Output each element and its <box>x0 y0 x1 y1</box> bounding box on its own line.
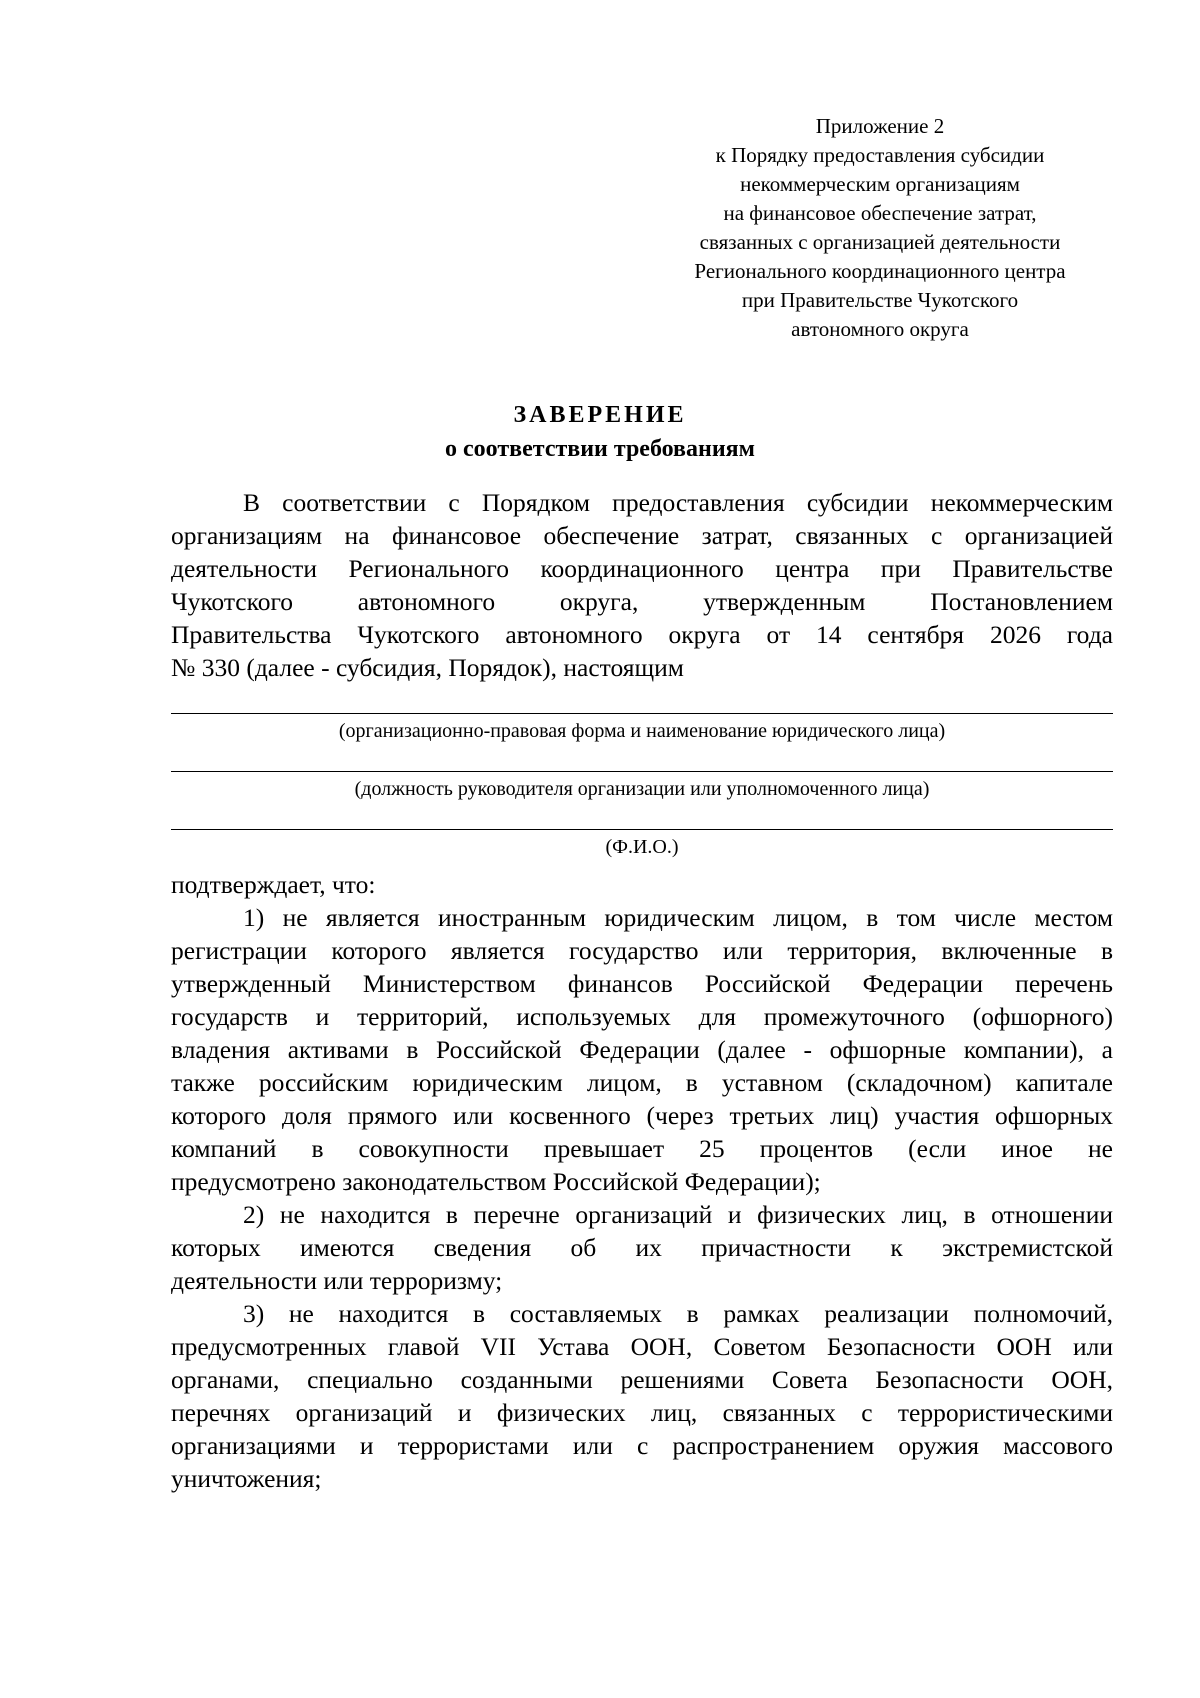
paragraph-line: которого доля прямого или косвенного (через третьих лиц) участия офшорных <box>171 1101 1113 1130</box>
document-title: ЗАВЕРЕНИЕ <box>513 402 687 428</box>
paragraph-line: В соответствии с Порядком предоставления субсидии некоммерческим <box>243 488 1113 517</box>
paragraph-line: компаний в совокупности превышает 25 процентов (если иное не <box>171 1134 1113 1163</box>
paragraph-line: 1) не является иностранным юридическим лицом, в том числе местом <box>243 903 1113 932</box>
appendix-line: некоммерческим организациям <box>740 172 1020 196</box>
paragraph-line: регистрации которого является государство или территория, включенные в <box>171 936 1113 965</box>
paragraph-line: 3) не находится в составляемых в рамках реализации полномочий, <box>243 1299 1113 1328</box>
paragraph-line: № 330 (далее - субсидия, Порядок), настоящим <box>171 653 684 682</box>
paragraph-line: деятельности Регионального координационного центра при Правительстве <box>171 554 1113 583</box>
field-caption: (Ф.И.О.) <box>605 836 679 858</box>
head-position-field <box>171 771 1113 802</box>
appendix-line: на финансовое обеспечение затрат, <box>723 201 1037 225</box>
item-3 <box>171 1297 1113 1495</box>
appendix-line: связанных с организацией деятельности <box>699 230 1061 254</box>
appendix-line: автономного округа <box>791 317 969 341</box>
full-name-field <box>171 829 1113 860</box>
appendix-line: при Правительстве Чукотского <box>741 288 1019 312</box>
paragraph-line: также российским юридическим лицом, в уставном (складочном) капитале <box>171 1068 1113 1097</box>
paragraph-line: предусмотренных главой VII Устава ООН, Советом Безопасности ООН или <box>171 1332 1113 1361</box>
paragraph-line: перечнях организаций и физических лиц, связанных с террористическими <box>171 1398 1113 1427</box>
paragraph-line: организациям на финансовое обеспечение затрат, связанных с организацией <box>171 521 1113 550</box>
intro-paragraph <box>171 486 1113 684</box>
item-1 <box>171 901 1113 1198</box>
fill-in-line <box>171 829 1113 830</box>
paragraph-line: владения активами в Российской Федерации (далее - офшорные компании), а <box>171 1035 1113 1064</box>
paragraph-line: государств и территорий, используемых для промежуточного (офшорного) <box>171 1002 1113 1031</box>
appendix-header <box>640 112 1120 344</box>
paragraph-line: организациями и террористами или с распространением оружия массового <box>171 1431 1113 1460</box>
document-subtitle: о соответствии требованиям <box>445 436 755 462</box>
paragraph-line: утвержденный Министерством финансов Российской Федерации перечень <box>171 969 1113 998</box>
paragraph-line: органами, специально созданными решениями Совета Безопасности ООН, <box>171 1365 1113 1394</box>
paragraph-line: уничтожения; <box>171 1464 322 1493</box>
fill-in-line <box>171 713 1113 714</box>
paragraph-line: деятельности или терроризму; <box>171 1266 503 1295</box>
confirm-text: подтверждает, что: <box>171 870 376 899</box>
paragraph-line: предусмотрено законодательством Российской Федерации); <box>171 1167 821 1196</box>
appendix-line: Регионального координационного центра <box>694 259 1066 283</box>
paragraph-line: которых имеются сведения об их причастности к экстремистской <box>171 1233 1113 1262</box>
paragraph-line: 2) не находится в перечне организаций и физических лиц, в отношении <box>243 1200 1113 1229</box>
confirmation-paragraph <box>171 868 1113 901</box>
paragraph-line: Правительства Чукотского автономного округа от 14 сентября 2026 года <box>171 620 1113 649</box>
paragraph-line: Чукотского автономного округа, утвержденным Постановлением <box>171 587 1113 616</box>
fill-in-line <box>171 771 1113 772</box>
appendix-line: к Порядку предоставления субсидии <box>715 143 1045 167</box>
field-caption: (организационно-правовая форма и наименование юридического лица) <box>338 720 946 742</box>
organization-name-field <box>171 713 1113 744</box>
field-caption: (должность руководителя организации или уполномоченного лица) <box>354 778 930 800</box>
appendix-line: Приложение 2 <box>815 114 945 138</box>
item-2 <box>171 1198 1113 1297</box>
